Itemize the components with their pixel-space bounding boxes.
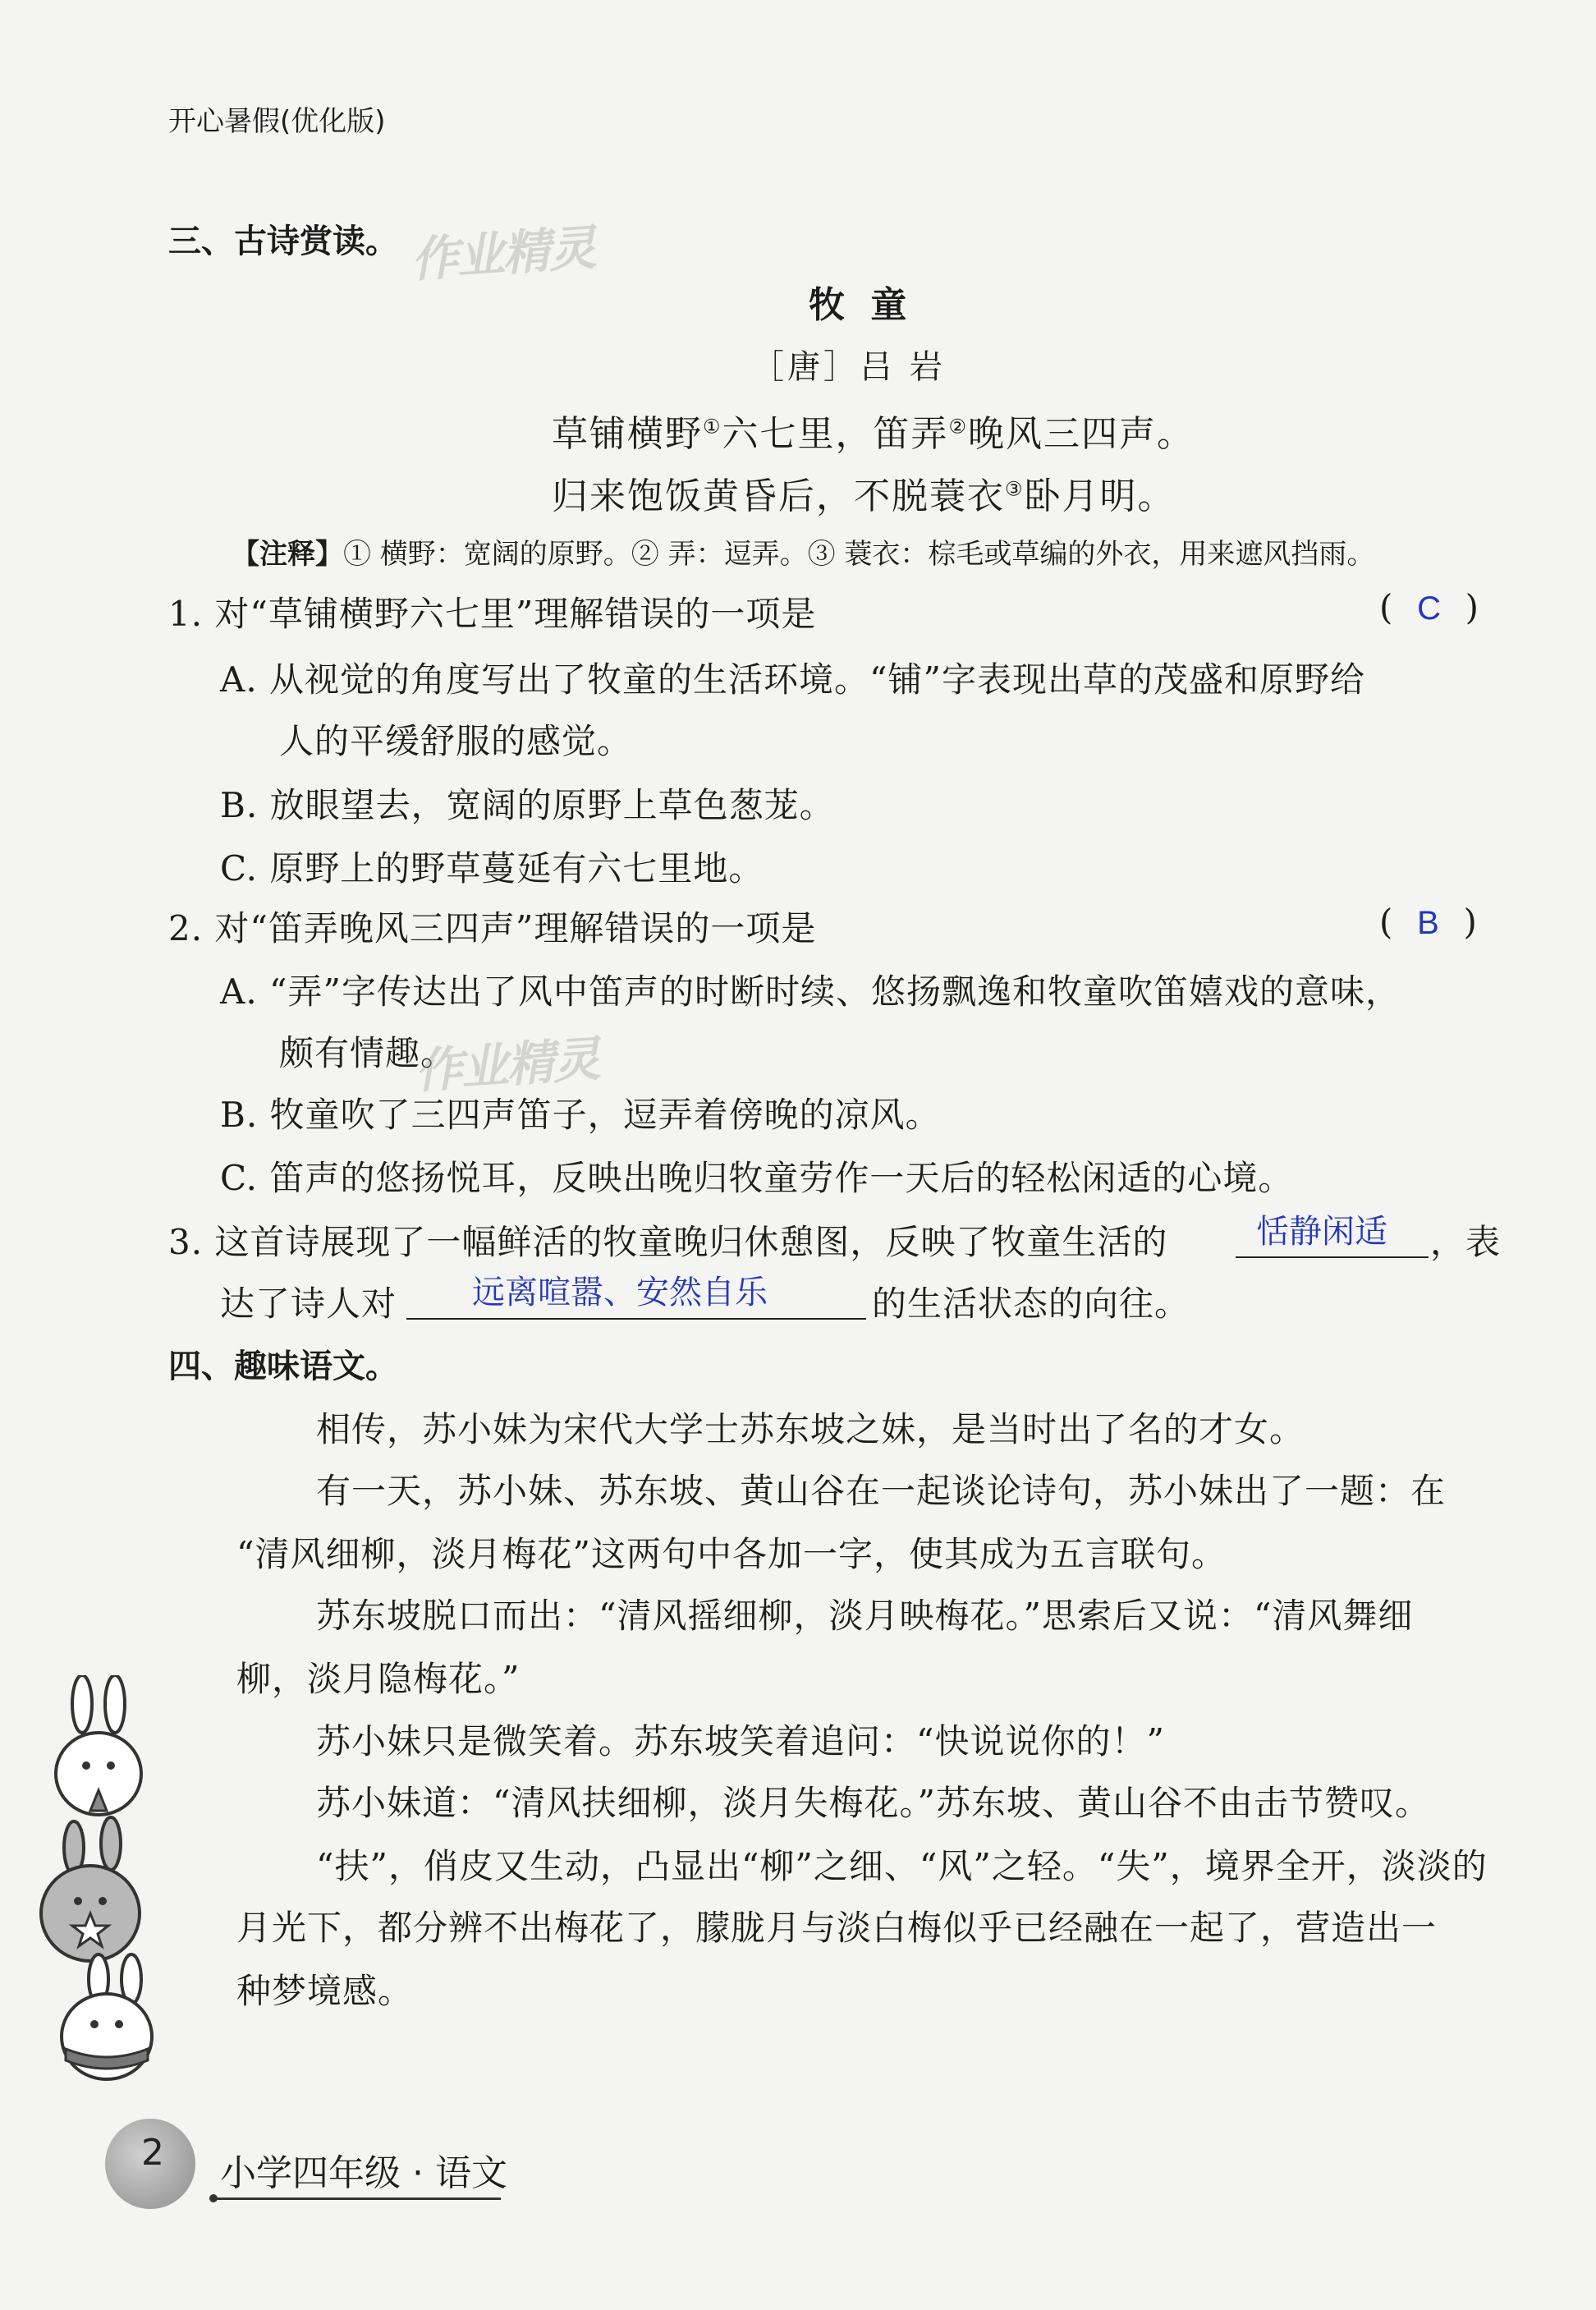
q3-line1-suffix: ，表 (1430, 1222, 1502, 1262)
q1-answer-bracket: ( C ) (1379, 587, 1480, 627)
note-label: 【注释】 (232, 538, 343, 571)
story-paragraph-1: 相传，苏小妹为宋代大学士苏东坡之妹，是当时出了名的才女。 (316, 1409, 1305, 1449)
q3-answer-1: 恬静闲适 (1256, 1214, 1387, 1250)
q2-option-b: B. 牧童吹了三四声笛子，逗弄着傍晚的凉风。 (220, 1095, 941, 1135)
q1-option-a-line2: 人的平缓舒服的感觉。 (279, 721, 633, 761)
q2-answer: B (1417, 905, 1440, 941)
watermark-2: 作业精灵 (413, 1031, 601, 1100)
bunny-illustration (25, 1675, 164, 2086)
story-paragraph-6: “扶”，俏皮又生动，凸显出“柳”之细、“风”之轻。“失”，境界全开，淡淡的 (316, 1846, 1488, 1886)
q2-option-c: C. 笛声的悠扬悦耳，反映出晚归牧童劳作一天后的轻松闲适的心境。 (220, 1158, 1294, 1198)
q2-option-a-line2: 颇有情趣。 (279, 1033, 456, 1073)
poem-author: ［唐］吕 岩 (751, 348, 946, 386)
story-paragraph-4: 苏小妹只是微笑着。苏东坡笑着追问：“快说说你的！” (316, 1721, 1165, 1761)
story-paragraph-2-cont: “清风细柳，淡月梅花”这两句中各加一字，使其成为五言联句。 (236, 1534, 1227, 1574)
story-paragraph-6-cont1: 月光下，都分辨不出梅花了，朦胧月与淡白梅似乎已经融在一起了，营造出一 (236, 1908, 1438, 1948)
q3-line1-prefix: 3. 这首诗展现了一幅鲜活的牧童晚归休憩图，反映了牧童生活的 (168, 1222, 1168, 1262)
story-paragraph-2: 有一天，苏小妹、苏东坡、黄山谷在一起谈论诗句，苏小妹出了一题：在 (316, 1471, 1447, 1511)
poem-line-2: 归来饱饭黄昏后，不脱蓑衣③卧月明。 (552, 475, 1176, 517)
q1-option-b: B. 放眼望去，宽阔的原野上草色葱茏。 (220, 785, 835, 825)
story-paragraph-6-cont2: 种梦境感。 (236, 1971, 414, 2011)
story-paragraph-3: 苏东坡脱口而出：“清风摇细柳，淡月映梅花。”思索后又说：“清风舞细 (316, 1596, 1414, 1636)
story-paragraph-5: 苏小妹道：“清风扶细柳，淡月失梅花。”苏东坡、黄山谷不由击节赞叹。 (316, 1783, 1430, 1823)
q1-option-c: C. 原野上的野草蔓延有六七里地。 (220, 848, 764, 889)
watermark-1: 作业精灵 (409, 219, 597, 288)
note-text: ① 横野：宽阔的原野。② 弄：逗弄。③ 蓑衣：棕毛或草编的外衣，用来遮风挡雨。 (343, 538, 1375, 571)
q1-answer: C (1417, 590, 1442, 627)
section4-heading: 四、趣味语文。 (168, 1348, 398, 1385)
q2-option-a-line1: A. “弄”字传达出了风中笛声的时断时续、悠扬飘逸和牧童吹笛嬉戏的意味， (220, 971, 1401, 1012)
book-title: 开心暑假(优化版) (168, 105, 386, 138)
footer-label: 小学四年级 · 语文 (220, 2152, 507, 2194)
story-paragraph-3-cont: 柳，淡月隐梅花。” (236, 1659, 521, 1699)
q2-answer-bracket: ( B ) (1379, 902, 1478, 942)
footer-underline (213, 2197, 501, 2200)
page-number: 2 (141, 2132, 164, 2174)
q1-stem: 1. 对“草铺横野六七里”理解错误的一项是 (168, 594, 817, 634)
q3-line2-prefix: 达了诗人对 (220, 1284, 397, 1324)
q3-blank-2 (406, 1318, 866, 1320)
section3-heading: 三、古诗赏读。 (168, 223, 398, 260)
poem-title: 牧 童 (809, 284, 914, 326)
q3-line2-suffix: 的生活状态的向往。 (872, 1284, 1190, 1324)
poem-line-1: 草铺横野①六七里，笛弄②晚风三四声。 (552, 413, 1195, 455)
q1-option-a-line1: A. 从视觉的角度写出了牧童的生活环境。“铺”字表现出草的茂盛和原野给 (220, 659, 1365, 700)
q2-stem: 2. 对“笛弄晚风三四声”理解错误的一项是 (168, 908, 817, 948)
poem-notes (232, 531, 1374, 572)
q3-answer-2: 远离喧嚣、安然自乐 (472, 1274, 768, 1311)
q3-blank-1 (1236, 1256, 1429, 1258)
